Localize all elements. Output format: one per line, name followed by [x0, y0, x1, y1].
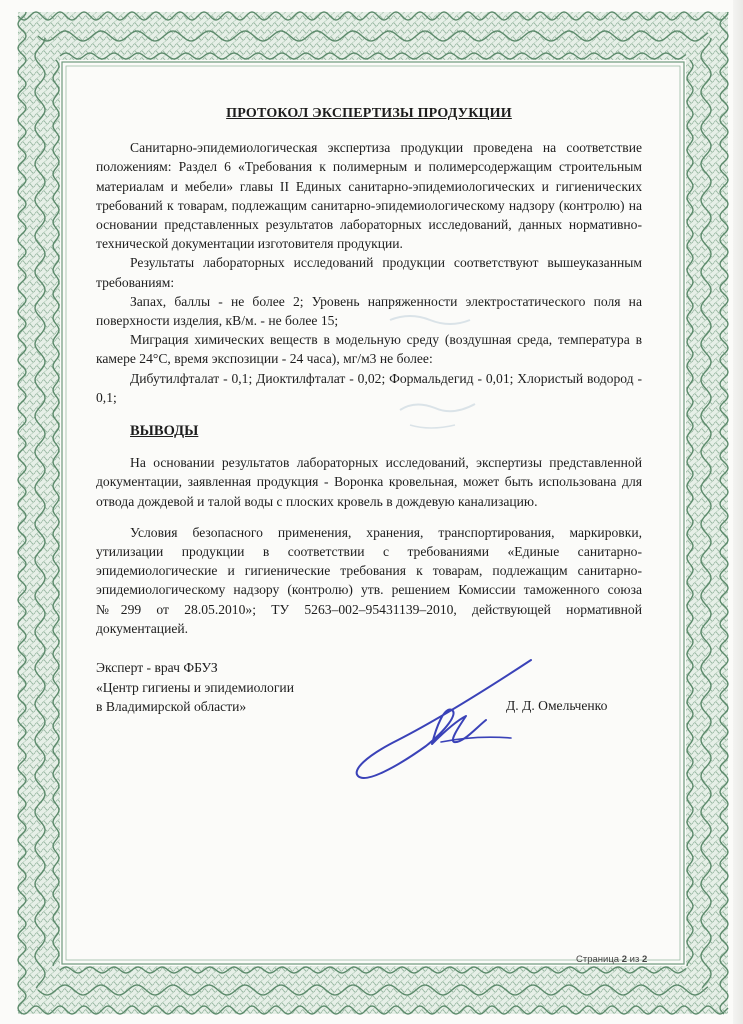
document-title: ПРОТОКОЛ ЭКСПЕРТИЗЫ ПРОДУКЦИИ	[226, 106, 512, 121]
paragraph-odor: Запах, баллы - не более 2; Уровень напряженности электростатического поля на поверхности изделия, кВ/м. - не более 15;	[96, 293, 642, 329]
paragraph-intro: Санитарно-эпидемиологическая экспертиза продукции проведена на соответствие положениям: Раздел 6 «Требования к полимерным и полимерсодержащим строительным материалам и мебели» главы II Единых санитарно-эпидемиологических и гигиенических требований к товарам, подлежащим санитарно-эпидемиологическому надзору (контролю) на основании представленных результатов лабораторных исследований, данных нормативно-технической документации изготовителя продукции.	[96, 140, 642, 252]
expert-line-3: в Владимирской области»	[96, 699, 247, 715]
expert-name: Д. Д. Омельченко	[506, 698, 608, 714]
paragraph-substances: Дибутилфталат - 0,1; Диоктилфталат - 0,02; Формальдегид - 0,01; Хлористый водород - 0,1;	[96, 370, 642, 405]
paragraph-migration: Миграция химических веществ в модельную среду (воздушная среда, температура в камере 24°С, время экспозиции - 24 часа), мг/м3 не более:	[96, 332, 642, 367]
conclusion-usage: На основании результатов лабораторных исследований, экспертизы представленной документации, заявленная продукция - Воронка кровельная, может быть использована для отвода дождевой и талой воды с плоских кровель в дождевую канализацию.	[96, 455, 642, 509]
conclusions-heading: ВЫВОДЫ	[130, 423, 199, 440]
protocol-content	[96, 98, 642, 968]
paragraph-results: Результаты лабораторных исследований продукции соответствуют вышеуказанным требованиям:	[96, 255, 642, 290]
handwritten-signature	[346, 658, 536, 788]
expert-signature-block	[96, 658, 642, 778]
conclusion-conditions: Условия безопасного применения, хранения, транспортирования, маркировки, утилизации продукции в соответствии с требованиями «Единые санитарно-эпидемиологические и гигиенические требования к товарам, подлежащим санитарно-эпидемиологическому надзору (контролю) утв. решением Комиссии таможенного союза №299 от 28.05.2010»; ТУ 5263–002–95431139–2010, действующей нормативной документацией.	[96, 524, 642, 636]
page-number: Страница 2 из 2	[576, 954, 648, 965]
expert-line-1: Эксперт - врач ФБУЗ	[96, 660, 218, 676]
expert-line-2: «Центр гигиены и эпидемиологии	[96, 679, 294, 695]
expert-title	[96, 658, 356, 717]
